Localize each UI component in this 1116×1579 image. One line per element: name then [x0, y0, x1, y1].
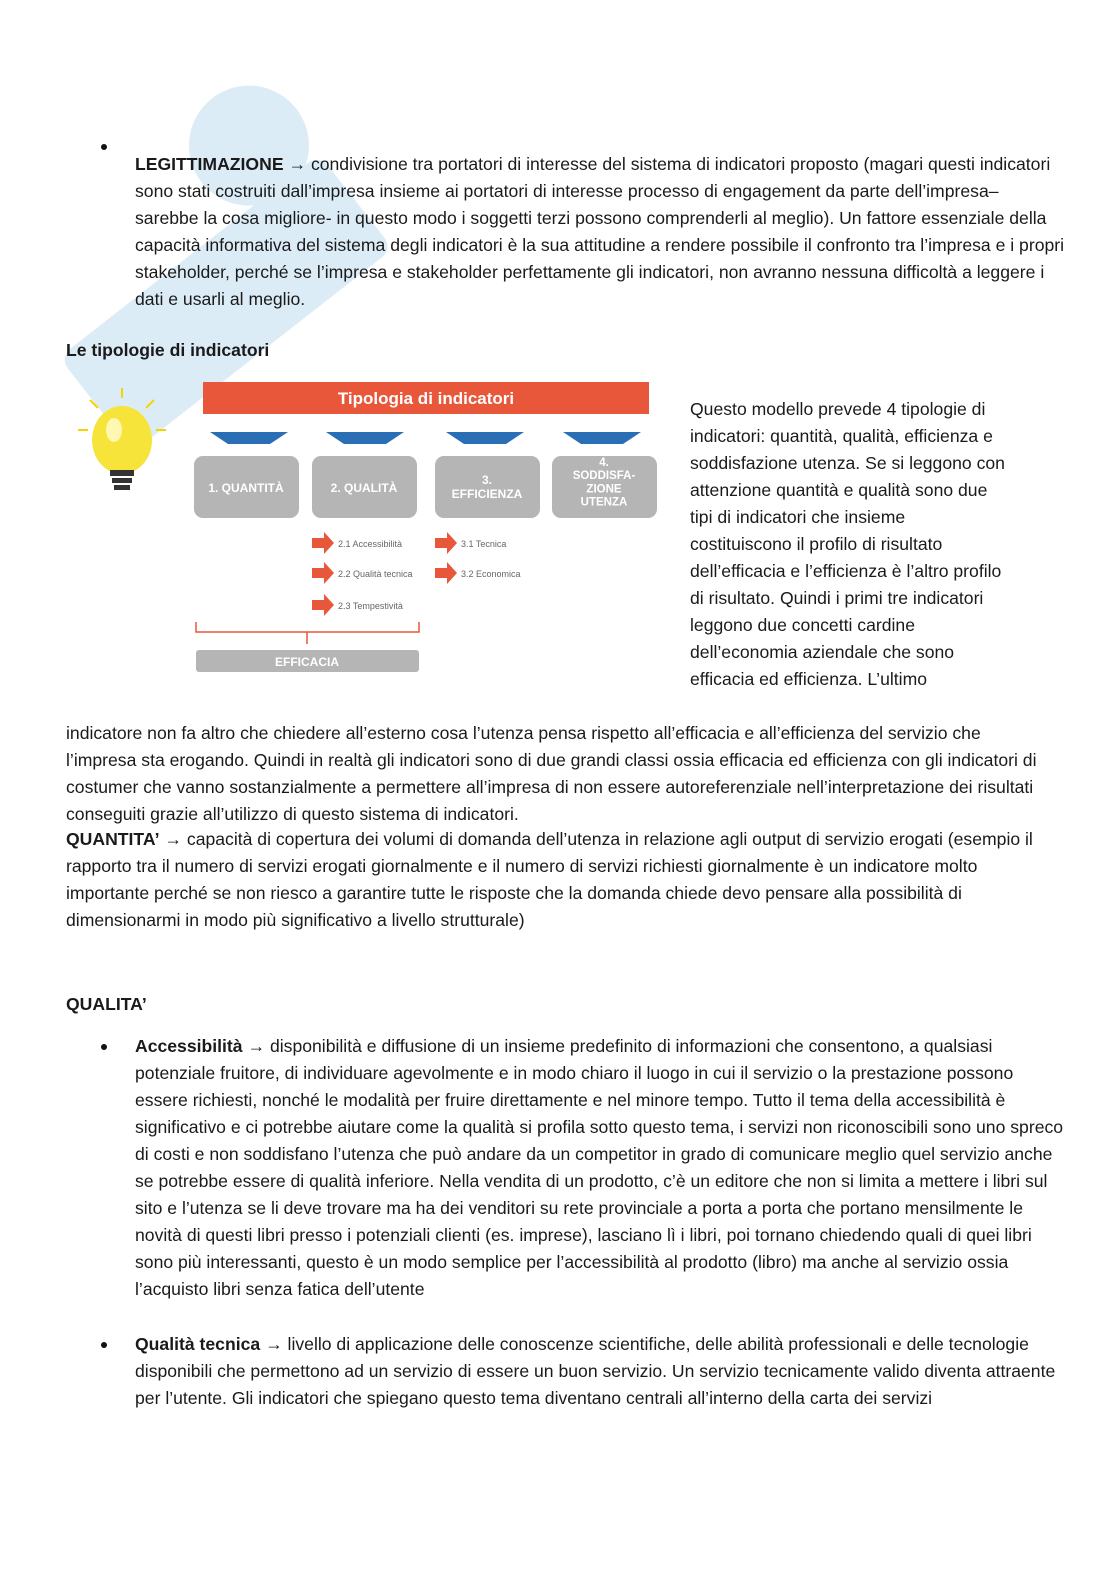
accessibilita-text: disponibilità e diffusione di un insieme predefinito di informazioni che consentono, a qualsiasi potenziale fruitore, di individuare agevolmente e in modo chiaro il luogo in cui il servizio o la prestazione possono essere richiesti, nonché le modalità per fruire direttamente e nel minore tempo. Tutto il tema della accessibilità è significativo e ci potrebbe aiutare come la qualità si profila sotto questo tema, i servizi non riconoscibili sono uno spreco di costi e non soddisfano l’utenza che può andare da un competitor in grado di comunicare meglio quel servizio anche se potrebbe essere di qualità inferiore. Nella vendita di un prodotto, c’è un editore che non si limita a mettere i libri sul sito e l’utenza se li deve trovare ma ha dei venditori su rete provinciale a porta a porta che portano mensilmente le novità di questi libri presso i potenziali clienti (es. imprese), lasciano lì i libri, poi tornano chiedendo quali di quei libri sono più interessanti, questo è un modo semplice per l’accessibilità al prodotto (libro) ma anche al servizio ossia l’acquisto libri senza fatica dell’utente: [135, 1036, 1064, 1299]
box-quantita-label: 1. QUANTITÀ: [208, 481, 284, 495]
box-label-line: 4.: [599, 457, 609, 469]
arrow-right-icon: [435, 562, 457, 584]
figure-title: Tipologia di indicatori: [337, 389, 515, 408]
arrow-right-icon: [312, 562, 334, 584]
bullet-accessibilita: [68, 1033, 1068, 1303]
bullet-qualita-tecnica: [68, 1331, 1068, 1412]
box-label-line: UTENZA: [580, 496, 628, 509]
box-label-line: ZIONE: [586, 483, 622, 496]
down-arrow-icon-2: [326, 432, 404, 444]
arrow-right-icon: [312, 532, 334, 554]
arrow-right-icon: →: [265, 1334, 283, 1354]
box-label-line: SODDISFA-: [572, 470, 636, 483]
box-qualita-label: 2. QUALITÀ: [330, 481, 398, 495]
continued-paragraph: indicatore non fa altro che chiedere all’esterno cosa l’utenza pensa rispetto all’efficacia e all’efficienza del servizio che l’impresa sta erogando. Quindi in realtà gli indicatori sono di due grandi classi ossia efficacia ed efficienza con gli indicatori di costumer che vanno sostanzialmente a permettere all’impresa di non essere autoreferenziale nell’interpretazione dei risultati conseguiti grazie all’utilizzo di questo sistema di indicatori.: [66, 722, 1037, 824]
quality-items: [312, 532, 413, 616]
box-label-line: EFFICIENZA: [451, 486, 523, 501]
efficacia-label: EFFICACIA: [275, 655, 339, 669]
efficiency-item-2: 3.2 Economica: [461, 569, 521, 579]
arrow-right-icon: →: [164, 829, 182, 849]
qualita-tecnica-paragraph: [135, 1331, 1065, 1412]
efficiency-item-1: 3.1 Tecnica: [461, 539, 507, 549]
legittimazione-text: condivisione tra portatori di interesse del sistema di indicatori proposto (magari questi indicatori sono stati costruiti dall’impresa insieme ai portatori di interesse processo di engagement da parte dell’impresa– sarebbe la cosa migliore- in questo modo i soggetti terzi possono comprenderli al meglio). Un fattore essenziale della capacità informativa del sistema degli indicatori è la sua attitudine a rendere possibile il confronto tra l’impresa e i propri stakeholder, perché se l’impresa e stakeholder perfettamente gli indicatori, non avranno nessuna difficoltà a leggere i dati e usarli al meglio.: [135, 153, 1065, 309]
down-arrow-icon-4: [563, 432, 641, 444]
lightbulb-icon: [78, 388, 166, 490]
accessibilita-paragraph: [135, 1033, 1065, 1303]
tipologia-indicatori-figure: [60, 378, 660, 688]
down-arrow-icon-3: [446, 432, 524, 444]
bullet-dot: [101, 1044, 107, 1050]
qualita-tecnica-term: Qualità tecnica: [135, 1334, 261, 1354]
quantita-term: QUANTITA’: [66, 829, 160, 849]
arrow-right-icon: [435, 532, 457, 554]
qualita-tecnica-text: livello di applicazione delle conoscenze scientifiche, delle abilità professionali e delle tecnologie disponibili che permettono ad un servizio di essere un buon servizio. Un servizio tecnicamente valido diventa attraente per l’utente. Gli indicatori che spiegano questo tema diventano centrali all’interno della carta dei servizi: [135, 1334, 1056, 1408]
indicator-boxes: [194, 456, 657, 518]
efficacia-bracket: [196, 622, 419, 672]
accessibilita-term: Accessibilità: [135, 1036, 243, 1056]
down-arrow-icons: [210, 432, 641, 444]
quality-item-2: 2.2 Qualità tecnica: [338, 569, 413, 579]
arrow-right-icon: →: [288, 153, 307, 174]
float-paragraph: Questo modello prevede 4 tipologie di indicatori: quantità, qualità, efficienza e soddisfazione utenza. Se si leggono con attenzione quantità e qualità sono due tipi di indicatori che insieme costituiscono il profilo di risultato dell’efficacia e l’efficienza è l’altro profilo di risultato. Quindi i primi tre indicatori leggono due concetti cardine dell’economia aziendale che sono efficacia ed efficienza. L’ultimo: [690, 398, 1005, 689]
bullet-dot: [101, 1342, 107, 1348]
legittimazione-term: LEGITTIMAZIONE: [135, 153, 284, 174]
quantita-text: capacità di copertura dei volumi di domanda dell’utenza in relazione agli output di servizio erogati (esempio il rapporto tra il numero di servizi erogati giornalmente e il numero di servizi richiesti giornalmente è un indicatore molto importante perché se non riesco a garantire tutte le risposte che la domanda chiede devo pensare alla possibilità di dimensionarmi in modo più significativo a livello strutturale): [66, 829, 1033, 930]
quantita-paragraph: [66, 826, 1056, 934]
quality-item-1: 2.1 Accessibilità: [338, 539, 403, 549]
tipologie-heading: Le tipologie di indicatori: [66, 340, 270, 360]
box-label-line: 3.: [481, 473, 493, 487]
qualita-heading: QUALITA’: [66, 994, 147, 1014]
efficiency-items: [435, 532, 521, 584]
quality-item-3: 2.3 Tempestività: [338, 601, 403, 611]
bullet-dot: [101, 144, 107, 150]
legittimazione-paragraph: [135, 151, 1065, 313]
arrow-right-icon: →: [247, 1036, 266, 1056]
arrow-right-icon: [312, 594, 334, 616]
bullet-legittimazione: [68, 133, 1068, 330]
down-arrow-icon-1: [210, 432, 288, 444]
